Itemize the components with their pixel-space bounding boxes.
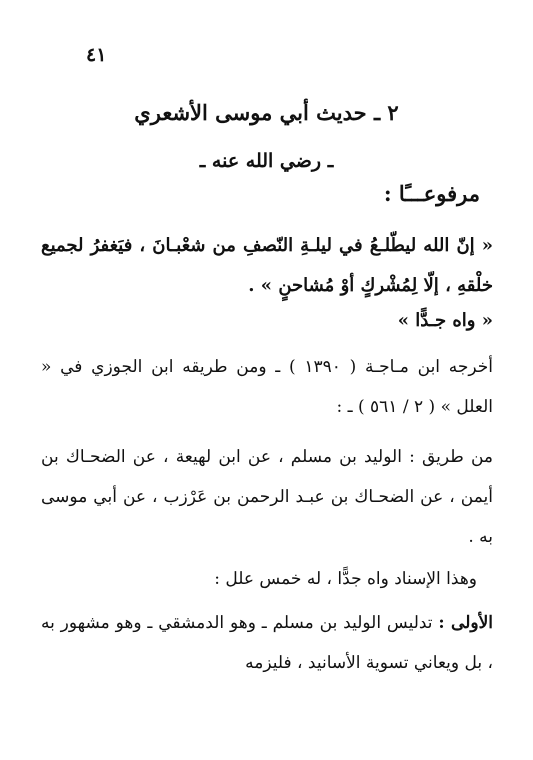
first-illa-text: تدليس الوليد بن مسلم ـ وهو الدمشقي ـ وهو مشهور به ، بل ويعاني تسوية الأسانيد ، فليزمه (41, 613, 493, 673)
marfuan-label: مرفوعـــًا : (383, 181, 480, 206)
page-number: ٤١ (86, 44, 107, 66)
hadith-title: ٢ ـ حديث أبي موسى الأشعري (134, 100, 399, 125)
takhrij-paragraph: أخرجه ابن مـاجـة ( ١٣٩٠ ) ـ ومن طريقه ابن الجوزي في « العلل » ( ٢ / ٥٦١ ) ـ : (41, 357, 493, 417)
hadith-grading: « واه جـدًّا » (397, 310, 493, 331)
first-illa-paragraph (41, 603, 493, 683)
hadith-text: « إنّ الله ليطّلـعُ في ليلـةِ النّصفِ من شعْبـانَ ، فيَغفرُ لجميع خلْقهِ ، إلّا لِمُشْركٍ أوْ مُشاحنٍ » . (41, 235, 493, 296)
illal-intro-paragraph: وهذا الإسناد واه جدًّا ، له خمس علل : (214, 569, 477, 589)
isnad-paragraph: من طريق : الوليد بن مسلم ، عن ابن لهيعة ، عن الضحـاك بن أيمن ، عن الضحـاك بن عبـد الرحمن بن عَرْزب ، عن أبي موسى به . (41, 447, 493, 547)
first-illa-label: الأولى : (438, 613, 493, 633)
hadith-subtitle: ـ رضي الله عنه ـ (199, 150, 334, 172)
